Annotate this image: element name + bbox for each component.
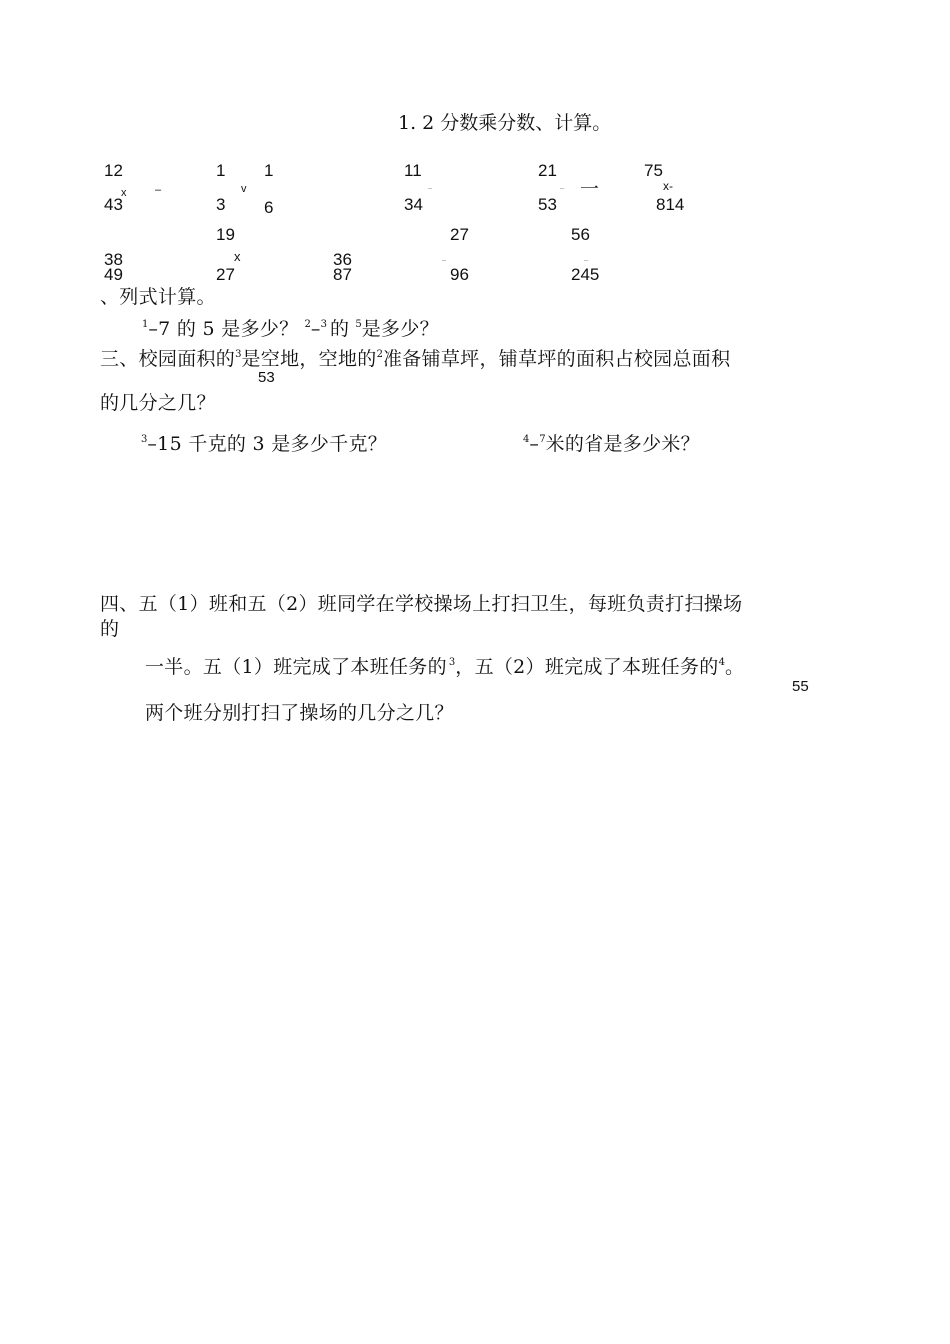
section-heading: 、列式计算。 — [100, 286, 216, 308]
question-text: – — [310, 318, 321, 340]
fraction-numerator: 19 — [216, 225, 235, 244]
fraction-denominator: 27 — [216, 265, 235, 284]
question-text: 的 — [100, 618, 120, 640]
fraction-numerator: 75 — [644, 161, 663, 180]
fraction-numerator: 56 — [571, 225, 590, 244]
question-number: 4 — [523, 434, 530, 445]
times-sign: v — [241, 183, 247, 195]
fraction-superscript: 3 — [320, 319, 328, 330]
question-line — [100, 350, 730, 369]
question-text: 准备铺草坪，铺草坪的面积占校园总面积 — [382, 348, 731, 370]
question-line — [142, 320, 439, 339]
fraction-numerator: 11 — [404, 161, 422, 180]
question-text: 四、五（1）班和五（2）班同学在学校操场上打扫卫生，每班负责打扫操场 — [100, 593, 743, 615]
minus-sign: 一 — [580, 178, 600, 200]
fraction-numerator: 1 — [264, 161, 274, 180]
question-text: 是空地，空地的 — [241, 348, 377, 370]
fraction-denominator: 245 — [571, 265, 600, 284]
fraction-superscript: 7 — [539, 434, 546, 445]
question-line — [145, 658, 744, 677]
fraction-numerator: 12 — [104, 161, 123, 180]
fraction-superscript: 2 — [376, 349, 383, 360]
operator-mark: .. — [560, 184, 564, 191]
operator-mark: .. — [584, 256, 588, 263]
question-line — [523, 435, 700, 454]
fraction-numerator: 27 — [450, 225, 469, 244]
question-text: 两个班分别打扫了操场的几分之几？ — [145, 702, 454, 724]
fraction-subscript: 55 — [792, 678, 809, 695]
question-text: 三、校园面积的 — [100, 348, 236, 370]
fraction-denominator: 53 — [538, 195, 557, 214]
page-title: 1. 2 分数乘分数、计算。 — [398, 112, 612, 134]
fraction-denominator: 3 — [216, 195, 226, 214]
question-text: 一半。五（1）班完成了本班任务的 — [145, 656, 447, 678]
fraction-numerator: 38 — [104, 250, 123, 269]
fraction-numerator: 36 — [333, 250, 352, 269]
times-sign: x — [121, 187, 127, 199]
fraction-denominator: 6 — [264, 198, 274, 217]
fraction-superscript: 4 — [718, 657, 725, 668]
times-sign: x- — [663, 179, 673, 193]
fraction-numerator: 21 — [538, 161, 557, 180]
fraction-subscript: 53 — [258, 369, 275, 386]
fraction-denominator: 96 — [450, 265, 469, 284]
question-text: – — [529, 433, 540, 455]
question-number: 2 — [304, 319, 311, 330]
fraction-denominator: 43 — [104, 195, 123, 214]
fraction-superscript: 5 — [355, 319, 362, 330]
fraction-denominator: 34 — [404, 195, 423, 214]
question-text: 是多少？ — [361, 318, 439, 340]
operator-mark: .. — [428, 184, 432, 191]
fraction-superscript: 3 — [235, 349, 242, 360]
question-number: 1 — [142, 319, 149, 330]
times-sign: x — [234, 249, 241, 264]
question-text: –15 千克的 3 是多少千克？ — [147, 433, 388, 455]
fraction-denominator: 87 — [333, 265, 352, 284]
fraction-denominator: 49 — [104, 265, 123, 284]
question-text: –7 的 5 是多少？ — [148, 318, 299, 340]
question-text: 米的省是多少米？ — [545, 433, 700, 455]
minus-sign: – — [155, 184, 162, 196]
question-text: 。 — [724, 656, 745, 678]
question-text: 的 — [330, 318, 350, 340]
fraction-superscript: 3 — [448, 657, 456, 668]
operator-mark: .. — [442, 256, 446, 263]
question-text: ，五（2）班完成了本班任务的 — [455, 656, 719, 678]
question-text: 的几分之几？ — [100, 392, 216, 414]
fraction-numerator: 1 — [216, 161, 226, 180]
question-line — [141, 435, 387, 454]
question-number: 3 — [141, 434, 148, 445]
fraction-denominator: 814 — [656, 195, 685, 214]
